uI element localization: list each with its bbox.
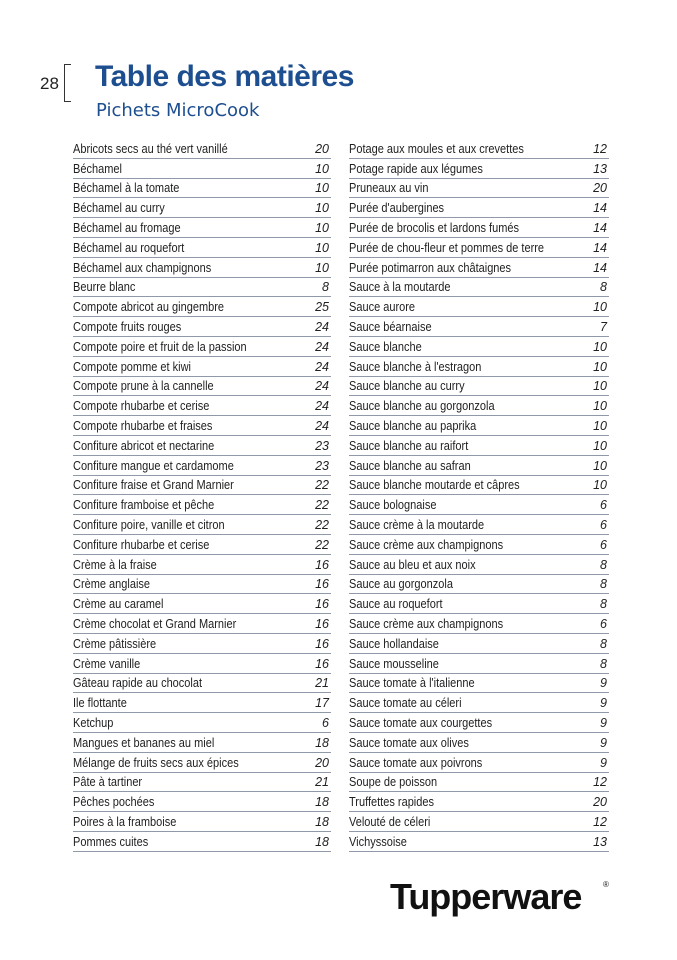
toc-entry-title: Sauce blanche au gorgonzola	[349, 399, 495, 414]
toc-entry-title: Gâteau rapide au chocolat	[73, 676, 203, 691]
toc-entry-title: Sauce mousseline	[349, 656, 439, 671]
toc-entry-title: Mélange de fruits secs aux épices	[73, 755, 239, 770]
toc-entry-page: 9	[600, 715, 607, 730]
toc-entry-page: 8	[600, 577, 607, 592]
toc-entry-title: Potage aux moules et aux crevettes	[349, 141, 524, 156]
toc-entry-page: 13	[593, 161, 607, 176]
toc-entry	[349, 436, 609, 456]
toc-entry-page: 6	[600, 616, 607, 631]
toc-entry-page: 10	[593, 300, 607, 315]
toc-entry-page: 20	[315, 755, 329, 770]
toc-entry-title: Sauce crème aux champignons	[349, 616, 504, 631]
toc-entry-page: 22	[315, 537, 329, 552]
toc-entry-title: Sauce blanche	[349, 339, 422, 354]
toc-entry	[73, 753, 331, 773]
toc-entry	[349, 594, 609, 614]
toc-entry-title: Sauce hollandaise	[349, 636, 439, 651]
toc-entry-page: 18	[315, 834, 329, 849]
toc-entry-page: 24	[315, 319, 329, 334]
toc-entry-page: 8	[600, 557, 607, 572]
toc-entry-page: 18	[315, 795, 329, 810]
toc-entry-title: Purée d'aubergines	[349, 201, 445, 216]
toc-entry	[349, 396, 609, 416]
toc-entry	[73, 258, 331, 278]
toc-entry-title: Compote abricot au gingembre	[73, 300, 225, 315]
toc-entry-page: 10	[593, 359, 607, 374]
toc-entry	[73, 674, 331, 694]
toc-entry-title: Sauce tomate aux olives	[349, 735, 469, 750]
toc-entry-page: 8	[600, 636, 607, 651]
toc-entry-title: Sauce tomate au céleri	[349, 696, 462, 711]
toc-entry-page: 10	[593, 418, 607, 433]
toc-entry-page: 6	[600, 498, 607, 513]
toc-entry-page: 10	[315, 220, 329, 235]
toc-entry-page: 10	[315, 240, 329, 255]
toc-entry	[73, 357, 331, 377]
toc-entry	[349, 357, 609, 377]
toc-entry-title: Confiture rhubarbe et cerise	[73, 537, 210, 552]
toc-entry-page: 13	[593, 834, 607, 849]
toc-entry-page: 23	[315, 458, 329, 473]
toc-entry-title: Crème chocolat et Grand Marnier	[73, 616, 237, 631]
toc-entry-page: 9	[600, 696, 607, 711]
toc-entry-title: Sauce tomate aux poivrons	[349, 755, 483, 770]
toc-entry-page: 20	[593, 795, 607, 810]
toc-entry-page: 20	[315, 141, 329, 156]
toc-entry-page: 10	[315, 201, 329, 216]
toc-entry-title: Confiture mangue et cardamome	[73, 458, 234, 473]
toc-entry	[73, 436, 331, 456]
toc-entry-title: Compote prune à la cannelle	[73, 379, 214, 394]
toc-entry-title: Compote rhubarbe et cerise	[73, 399, 210, 414]
toc-entry-page: 21	[315, 775, 329, 790]
toc-entry-title: Béchamel à la tomate	[73, 181, 180, 196]
toc-entry-title: Confiture fraise et Grand Marnier	[73, 478, 234, 493]
toc-entry-title: Compote fruits rouges	[73, 319, 182, 334]
toc-entry	[73, 792, 331, 812]
toc-entry-page: 16	[315, 616, 329, 631]
toc-entry	[349, 258, 609, 278]
toc-entry	[349, 198, 609, 218]
toc-entry-page: 7	[600, 319, 607, 334]
toc-entry-title: Sauce crème aux champignons	[349, 537, 504, 552]
toc-entry	[73, 396, 331, 416]
toc-entry	[73, 773, 331, 793]
toc-entry-title: Sauce blanche au paprika	[349, 418, 477, 433]
toc-entry-page: 16	[315, 577, 329, 592]
toc-entry-page: 12	[593, 814, 607, 829]
toc-entry	[73, 693, 331, 713]
toc-right-column	[349, 139, 609, 852]
page-title: Table des matières	[95, 60, 354, 93]
toc-entry-page: 22	[315, 478, 329, 493]
toc-entry-title: Crème anglaise	[73, 577, 151, 592]
toc-entry-page: 14	[593, 240, 607, 255]
toc-entry-page: 24	[315, 399, 329, 414]
toc-entry-title: Béchamel aux champignons	[73, 260, 212, 275]
toc-entry	[73, 317, 331, 337]
toc-entry	[73, 515, 331, 535]
toc-entry-title: Béchamel au roquefort	[73, 240, 185, 255]
toc-entry	[349, 456, 609, 476]
toc-entry	[349, 773, 609, 793]
toc-entry-title: Abricots secs au thé vert vanillé	[73, 141, 228, 156]
toc-entry-page: 24	[315, 418, 329, 433]
toc-entry	[349, 614, 609, 634]
toc-entry-title: Sauce crème à la moutarde	[349, 517, 485, 532]
toc-entry	[73, 139, 331, 159]
toc-entry-page: 6	[322, 715, 329, 730]
toc-entry-title: Sauce au gorgonzola	[349, 577, 453, 592]
toc-entry-page: 17	[315, 696, 329, 711]
page-number: 28	[40, 74, 59, 93]
toc-entry-title: Béchamel au fromage	[73, 220, 181, 235]
toc-entry-title: Confiture framboise et pêche	[73, 498, 215, 513]
toc-entry	[349, 634, 609, 654]
toc-entry-page: 24	[315, 339, 329, 354]
toc-entry-title: Sauce tomate aux courgettes	[349, 715, 493, 730]
toc-entry-page: 16	[315, 597, 329, 612]
toc-entry	[349, 317, 609, 337]
toc-entry-page: 9	[600, 735, 607, 750]
toc-entry	[349, 693, 609, 713]
toc-entry	[349, 832, 609, 852]
toc-entry	[349, 713, 609, 733]
toc-entry	[73, 654, 331, 674]
toc-entry-title: Sauce bolognaise	[349, 498, 437, 513]
toc-entry-page: 10	[593, 379, 607, 394]
toc-entry-title: Sauce aurore	[349, 300, 416, 315]
toc-entry	[349, 575, 609, 595]
page-subtitle: Pichets MicroCook	[96, 100, 260, 121]
toc-entry-page: 20	[593, 181, 607, 196]
toc-entry-title: Confiture abricot et nectarine	[73, 438, 215, 453]
toc-entry	[73, 416, 331, 436]
toc-entry	[349, 535, 609, 555]
toc-entry	[73, 832, 331, 852]
toc-entry-title: Ketchup	[73, 715, 114, 730]
toc-entry	[73, 495, 331, 515]
toc-entry	[349, 139, 609, 159]
toc-entry-page: 6	[600, 537, 607, 552]
toc-entry-page: 22	[315, 498, 329, 513]
toc-entry-title: Compote poire et fruit de la passion	[73, 339, 247, 354]
toc-entry	[73, 179, 331, 199]
toc-entry-page: 24	[315, 359, 329, 374]
toc-entry	[349, 555, 609, 575]
toc-entry-title: Purée potimarron aux châtaignes	[349, 260, 512, 275]
toc-entry-title: Sauce au bleu et aux noix	[349, 557, 476, 572]
toc-entry	[73, 238, 331, 258]
toc-entry	[349, 792, 609, 812]
toc-entry-title: Sauce au roquefort	[349, 597, 443, 612]
toc-entry	[73, 594, 331, 614]
toc-entry-page: 14	[593, 201, 607, 216]
toc-entry-title: Sauce béarnaise	[349, 319, 432, 334]
toc-entry	[73, 614, 331, 634]
toc-entry-page: 6	[600, 517, 607, 532]
toc-entry-page: 10	[593, 438, 607, 453]
toc-entry-page: 16	[315, 557, 329, 572]
toc-entry-page: 21	[315, 676, 329, 691]
toc-entry	[73, 337, 331, 357]
toc-entry-title: Pruneaux au vin	[349, 181, 429, 196]
toc-entry	[73, 456, 331, 476]
toc-entry	[349, 812, 609, 832]
toc-entry-page: 22	[315, 517, 329, 532]
toc-entry	[349, 416, 609, 436]
toc-entry-title: Sauce à la moutarde	[349, 280, 451, 295]
toc-entry-page: 10	[315, 161, 329, 176]
toc-entry	[73, 377, 331, 397]
toc-entry-title: Compote rhubarbe et fraises	[73, 418, 213, 433]
toc-entry-title: Confiture poire, vanille et citron	[73, 517, 225, 532]
toc-entry	[349, 654, 609, 674]
toc-entry-title: Crème vanille	[73, 656, 141, 671]
toc-entry-title: Sauce blanche moutarde et câpres	[349, 478, 520, 493]
toc-entry-page: 10	[593, 458, 607, 473]
toc-left-column	[73, 139, 331, 852]
toc-entry	[349, 753, 609, 773]
toc-entry-page: 10	[593, 339, 607, 354]
toc-entry-title: Purée de chou-fleur et pommes de terre	[349, 240, 545, 255]
toc-entry-title: Béchamel au curry	[73, 201, 165, 216]
toc-entry-page: 16	[315, 656, 329, 671]
toc-entry-title: Sauce blanche au raifort	[349, 438, 469, 453]
title-bracket	[64, 64, 71, 102]
toc-entry	[349, 238, 609, 258]
toc-entry-title: Pêches pochées	[73, 795, 155, 810]
toc-entry	[73, 713, 331, 733]
toc-entry-title: Truffettes rapides	[349, 795, 434, 810]
toc-entry	[73, 198, 331, 218]
toc-entry	[349, 218, 609, 238]
toc-entry-title: Vichyssoise	[349, 834, 407, 849]
toc-entry-title: Sauce blanche au safran	[349, 458, 471, 473]
toc-entry-title: Sauce blanche à l'estragon	[349, 359, 482, 374]
toc-entry-page: 16	[315, 636, 329, 651]
toc-entry-title: Compote pomme et kiwi	[73, 359, 191, 374]
toc-entry-title: Sauce blanche au curry	[349, 379, 465, 394]
toc-entry	[349, 159, 609, 179]
toc-entry-title: Crème à la fraise	[73, 557, 157, 572]
toc-entry-page: 10	[593, 399, 607, 414]
toc-entry-page: 8	[600, 280, 607, 295]
toc-entry	[73, 733, 331, 753]
toc-entry-title: Poires à la framboise	[73, 814, 177, 829]
toc-entry	[73, 555, 331, 575]
toc-entry-page: 10	[315, 181, 329, 196]
toc-entry-title: Beurre blanc	[73, 280, 136, 295]
toc-entry-page: 9	[600, 676, 607, 691]
toc-entry	[349, 476, 609, 496]
toc-entry	[73, 278, 331, 298]
toc-entry-title: Ile flottante	[73, 696, 127, 711]
toc-entry	[349, 733, 609, 753]
toc-entry-page: 14	[593, 260, 607, 275]
brand-registered-mark: ®	[603, 880, 609, 889]
toc-entry	[349, 377, 609, 397]
toc-entry	[73, 159, 331, 179]
toc-entry-title: Béchamel	[73, 161, 122, 176]
toc-entry-title: Sauce tomate à l'italienne	[349, 676, 475, 691]
toc-entry-page: 8	[600, 597, 607, 612]
toc-entry	[349, 297, 609, 317]
toc-entry	[73, 634, 331, 654]
toc-entry-title: Purée de brocolis et lardons fumés	[349, 220, 519, 235]
toc-entry-page: 8	[600, 656, 607, 671]
toc-entry	[73, 297, 331, 317]
toc-entry	[349, 495, 609, 515]
toc-entry-title: Soupe de poisson	[349, 775, 438, 790]
brand-logo: Tupperware	[390, 876, 582, 917]
toc-entry-page: 24	[315, 379, 329, 394]
toc-entry	[73, 218, 331, 238]
toc-entry-title: Mangues et bananes au miel	[73, 735, 215, 750]
toc-entry-page: 12	[593, 141, 607, 156]
toc-entry-page: 23	[315, 438, 329, 453]
toc-entry-page: 18	[315, 735, 329, 750]
toc-entry-title: Pommes cuites	[73, 834, 149, 849]
toc-entry	[349, 515, 609, 535]
toc-entry	[349, 337, 609, 357]
toc-entry-title: Crème pâtissière	[73, 636, 157, 651]
toc-entry-page: 25	[315, 300, 329, 315]
toc-entry-page: 18	[315, 814, 329, 829]
toc-entry	[73, 812, 331, 832]
toc-entry	[349, 278, 609, 298]
toc-entry-title: Potage rapide aux légumes	[349, 161, 483, 176]
toc-entry	[349, 179, 609, 199]
toc-entry	[73, 535, 331, 555]
toc-entry-page: 10	[315, 260, 329, 275]
toc-entry	[73, 476, 331, 496]
toc-entry-page: 10	[593, 478, 607, 493]
toc-entry-title: Velouté de céleri	[349, 814, 431, 829]
toc-entry-title: Pâte à tartiner	[73, 775, 143, 790]
toc-entry-title: Crème au caramel	[73, 597, 164, 612]
toc-entry	[73, 575, 331, 595]
toc-entry-page: 14	[593, 220, 607, 235]
toc-entry-page: 8	[322, 280, 329, 295]
toc-entry-page: 12	[593, 775, 607, 790]
toc-entry	[349, 674, 609, 694]
toc-entry-page: 9	[600, 755, 607, 770]
